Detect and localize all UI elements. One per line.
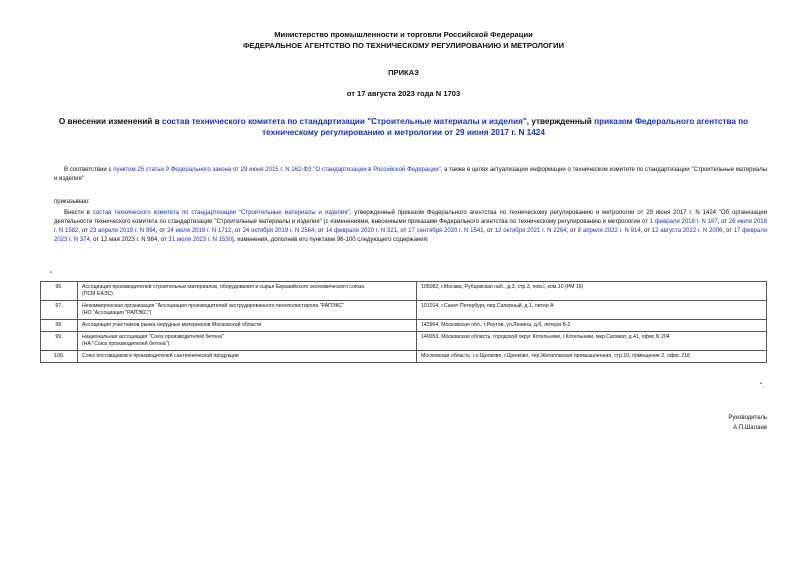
quote-open-mark: " (50, 271, 53, 278)
ministry-heading: Министерство промышленности и торговли Российской Федерации (274, 30, 533, 39)
body-text: , от (78, 227, 90, 234)
order-word: приказываю: (54, 199, 90, 205)
organization-address: 105082, г.Москва, Рубцовская наб., д.3, стр.3, пом.I, ком.10 (РМ 16) (417, 282, 767, 301)
organization-address: 140053, Московская область, городской округ Котельники, г.Котельники, мкр.Силикат, д.41, офис N 204 (417, 332, 767, 351)
committee-members-table (40, 281, 767, 363)
row-number: 99. (41, 332, 78, 351)
table-row (41, 301, 767, 320)
title-link-committee[interactable]: состав технического комитета по стандартизации "Строительные материалы и изделия" (161, 117, 527, 126)
body-text: ), изменения, дополнив его пунктами 96-100 следующего содержания: (231, 236, 429, 243)
organization-name: Национальная ассоциация "Союз производителей бетона" (НА "Союз производителей бетона") (78, 332, 417, 351)
amend-link-2020-1541[interactable]: 17 сентября 2020 г. N 1541 (408, 227, 484, 234)
body-text: , от (640, 227, 652, 234)
amend-link-2018-187[interactable]: 1 февраля 2018 г. N 187 (649, 218, 718, 225)
order-title (40, 116, 767, 138)
title-text-2: , утвержденный (526, 117, 595, 126)
row-number: 98. (41, 320, 78, 332)
amend-link-2023-1530[interactable]: 31 июля 2023 г. N 1530 (168, 236, 232, 243)
body-text: , от (231, 227, 243, 234)
organization-name: Некоммерческая организация "Ассоциация производителей экструдированного пенополистирола "РАПЭКС" (НО "Ассоциация "РАПЭКС") (78, 301, 417, 320)
amend-link-2023-374[interactable]: 17 февраля 2023 г. N 374 (54, 227, 767, 243)
organization-address: Московская область; г.о.Щелково, г.Щелково, тер.Жегаловская промышленная, стр.10, помещение 2, офис 218 (417, 351, 767, 363)
signatory-role: Руководитель (728, 415, 767, 421)
row-number: 97. (41, 301, 78, 320)
title-text-1: О внесении изменений в (58, 117, 162, 126)
preamble-link-law[interactable]: пунктом 25 статьи 9 Федерального закона от 29 июня 2015 г. N 162-ФЗ "О стандартизации в Российской Федерации" (113, 167, 441, 173)
table-row (41, 320, 767, 332)
agency-heading: ФЕДЕРАЛЬНОЕ АГЕНТСТВО ПО ТЕХНИЧЕСКОМУ РЕГУЛИРОВАНИЮ И МЕТРОЛОГИИ (242, 41, 565, 50)
organization-name: Ассоциация участников рынка нерудных материалов Московской области (78, 320, 417, 332)
body-text: Внести в (64, 210, 93, 216)
quote-close-mark: ". (760, 382, 765, 389)
row-number: 100. (41, 351, 78, 363)
table-row (41, 332, 767, 351)
body-text: , утвержденный приказом Федерального агентства по техническому регулированию и метрологии от 29 июня 2017 г. N 1424 "Об организации деятельности технического комитета по стандартизации "Строительные материалы и изделия" (с изменениями, внесенными приказами Федерального агентства по техническому регулированию и метрологии от (54, 210, 767, 225)
table-row (41, 351, 767, 363)
organization-name: Союз поставщиков и производителей сантехнической продукции (78, 351, 417, 363)
amend-link-2021-2264[interactable]: 12 октября 2021 г. N 2264 (494, 227, 567, 234)
body-text: , от (483, 227, 495, 234)
amend-link-2022-2006[interactable]: 12 августа 2022 г. N 2006 (651, 227, 723, 234)
table-row (41, 282, 767, 301)
amend-link-2018-1582[interactable]: 26 июля 2018 г. N 1582 (54, 218, 767, 234)
body-text: , от (717, 218, 729, 225)
signatory-name: А.П.Шалаев (733, 425, 767, 431)
preamble-text-2: , а также в целях актуализации информации о техническом комитете по стандартизации "Строительные материалы и изделия" (54, 167, 767, 182)
body-text: , от 12 мая 2023 г. N 984, от (89, 236, 169, 243)
amend-link-2019-994[interactable]: 23 апреля 2019 г. N 994 (89, 227, 156, 234)
preamble-text-1: В соответствии с (64, 167, 114, 173)
organization-address: 143964, Московская обл., г.Реутов, ул.Ленина, д.6, литера Б-2 (417, 320, 767, 332)
body-text: , от (314, 227, 326, 234)
organization-address: 191014, г.Санкт-Петербург, пер.Саперный, д.1, литер А (417, 301, 767, 320)
body-text: , от (396, 227, 409, 234)
amend-link-2019-1712[interactable]: 24 июля 2019 г. N 1712 (167, 227, 232, 234)
body-text: , от (722, 227, 734, 234)
order-date-number: от 17 августа 2023 года N 1703 (346, 89, 461, 98)
amend-link-2020-321[interactable]: 14 февраля 2020 г. N 321 (325, 227, 397, 234)
amendment-paragraph (54, 209, 767, 245)
body-text: , от (566, 227, 578, 234)
amend-link-2022-914[interactable]: 8 апреля 2022 г. N 914 (577, 227, 641, 234)
amend-link-2019-2564[interactable]: 24 октября 2019 г. N 2564 (242, 227, 315, 234)
body-text: , от (155, 227, 168, 234)
body-link-committee[interactable]: состав технического комитета по стандартизации "Строительные материалы и изделия" (92, 210, 350, 216)
document-type: ПРИКАЗ (388, 68, 419, 77)
title-link-order-1424[interactable]: приказом Федерального агентства по техническому регулированию и метрологии от 29 июня 2017 г. N 1424 (262, 117, 749, 137)
organization-name: Ассоциация производителей строительных материалов, оборудования и сырья Евразийского экономического союза (ПСМ ЕАЭС) (78, 282, 417, 301)
row-number: 96. (41, 282, 78, 301)
preamble-paragraph (54, 166, 767, 184)
